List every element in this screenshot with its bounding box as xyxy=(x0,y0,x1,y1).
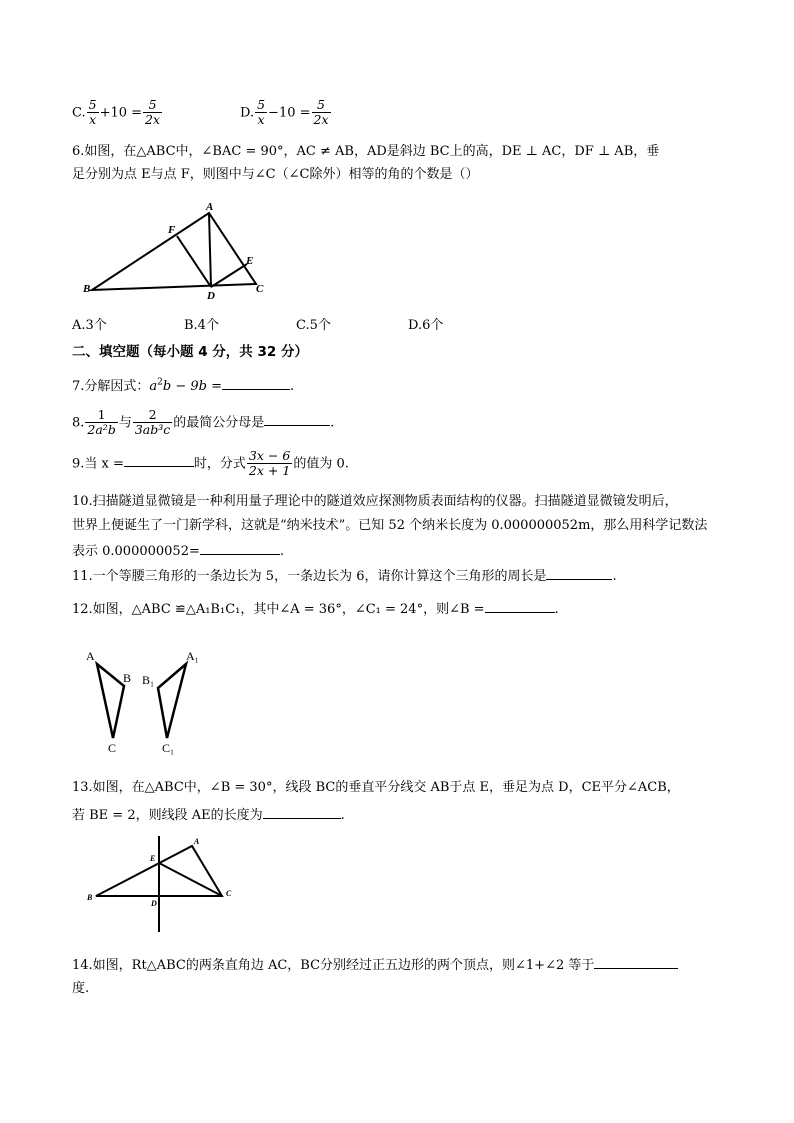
fraction: $\frac{5}{2x}$ xyxy=(145,97,161,128)
q13-triangle-figure xyxy=(80,832,250,937)
label-f: F xyxy=(168,224,176,236)
q10-line3: 表示 0.000000052= . xyxy=(72,544,285,559)
label-e: E xyxy=(246,255,254,267)
label-d: D xyxy=(207,290,215,302)
label-b: B xyxy=(83,283,91,295)
answer-blank[interactable] xyxy=(485,600,555,613)
label-a: A xyxy=(194,837,200,846)
q11: 11.一个等腰三角形的一条边长为 5，一条边长为 6，请你计算这个三角形的周长是 . xyxy=(72,569,617,584)
fraction: $\frac{5}{x}$ xyxy=(88,97,97,128)
fraction: $\frac{1}{\text{2a²b}}$ xyxy=(87,407,116,438)
label-a1: A₁ xyxy=(186,649,199,663)
label-d: D xyxy=(151,899,157,908)
option-label: D. xyxy=(240,105,255,121)
q9: 9.当 x = 时，分式 $\frac{3x - 6}{2x + 1}$ 的值为 0. xyxy=(72,448,349,479)
q5-option-c xyxy=(72,98,163,128)
answer-blank[interactable] xyxy=(200,542,280,555)
option-label: C. xyxy=(72,105,86,121)
q6-option-c: C.5个 xyxy=(296,318,331,333)
triangle-a1b1c1 xyxy=(158,664,186,738)
q6-line1: 6.如图，在△ABC中，∠BAC = 90°，AC ≠ AB，AD是斜边 BC上的高，DE ⊥ AC，DF ⊥ AB，垂 xyxy=(72,144,660,159)
q12-congruent-triangles-figure xyxy=(80,642,210,762)
q14-line1: 14.如图，Rt△ABC的两条直角边 AC，BC分别经过正五边形的两个顶点，则∠1+∠2 等于 xyxy=(72,956,678,974)
label-c: C xyxy=(226,889,232,898)
operator-text: +10 = xyxy=(99,105,143,121)
answer-blank[interactable] xyxy=(594,956,678,969)
altitude-ad xyxy=(209,213,211,287)
label-c: C xyxy=(256,283,264,295)
answer-blank[interactable] xyxy=(222,377,290,390)
label-c: C xyxy=(108,741,117,755)
q13-line2: 若 BE = 2，则线段 AE的长度为 . xyxy=(72,808,345,823)
operator-text: −10 = xyxy=(268,105,311,121)
q13-line1: 13.如图，在△ABC中，∠B = 30°，线段 BC的垂直平分线交 AB于点 E，垂足为点 D，CE平分∠ACB， xyxy=(72,780,680,795)
q10-line2: 世界上便诞生了一门新学科，这就是“纳米技术”。已知 52 个纳米长度为 0.000000052m，那么用科学记数法 xyxy=(72,518,708,533)
triangle-abc xyxy=(97,664,124,738)
label-b: B xyxy=(123,671,132,685)
label-a: A xyxy=(86,649,95,663)
answer-blank[interactable] xyxy=(263,806,341,819)
q6-option-b: B.4个 xyxy=(184,318,219,333)
label-a: A xyxy=(206,201,214,213)
answer-blank[interactable] xyxy=(264,413,330,426)
answer-blank[interactable] xyxy=(546,567,612,580)
q6-option-d: D.6个 xyxy=(408,318,444,333)
q6-triangle-figure xyxy=(80,198,280,308)
q8: 8. $\frac{1}{\text{2a²b}}$ 与 $\frac{2}{\text{3ab³c}}$ 的最简公分母是 . xyxy=(72,407,335,438)
segment-df xyxy=(177,236,211,287)
fraction: $\frac{3x - 6}{2x + 1}$ xyxy=(248,448,291,479)
fraction: $\frac{5}{2x}$ xyxy=(313,97,329,128)
answer-blank[interactable] xyxy=(124,454,194,467)
fraction: $\frac{2}{\text{3ab³c}}$ xyxy=(134,407,171,438)
label-e: E xyxy=(150,854,156,863)
label-c1: C₁ xyxy=(162,741,175,755)
label-b1: B₁ xyxy=(142,673,155,687)
q5-option-d xyxy=(240,98,332,128)
q14-line2: 度. xyxy=(72,981,90,996)
fraction: $\frac{5}{x}$ xyxy=(257,97,266,128)
q7: 7.分解因式：$a^2b - 9b$ = . xyxy=(72,377,295,394)
q12: 12.如图，△ABC ≌△A₁B₁C₁，其中∠A = 36°，∠C₁ = 24°，则∠B = . xyxy=(72,602,559,617)
q10-line1: 10.扫描隧道显微镜是一种利用量子理论中的隧道效应探测物质表面结构的仪器。扫描隧道显微镜发明后， xyxy=(72,494,678,509)
q6-line2: 足分别为点 E与点 F，则图中与∠C（∠C除外）相等的角的个数是（） xyxy=(72,167,479,182)
label-b: B xyxy=(87,893,93,902)
q6-option-a: A.3个 xyxy=(72,318,107,333)
section-heading: 二、填空题（每小题 4 分，共 32 分） xyxy=(72,344,308,360)
